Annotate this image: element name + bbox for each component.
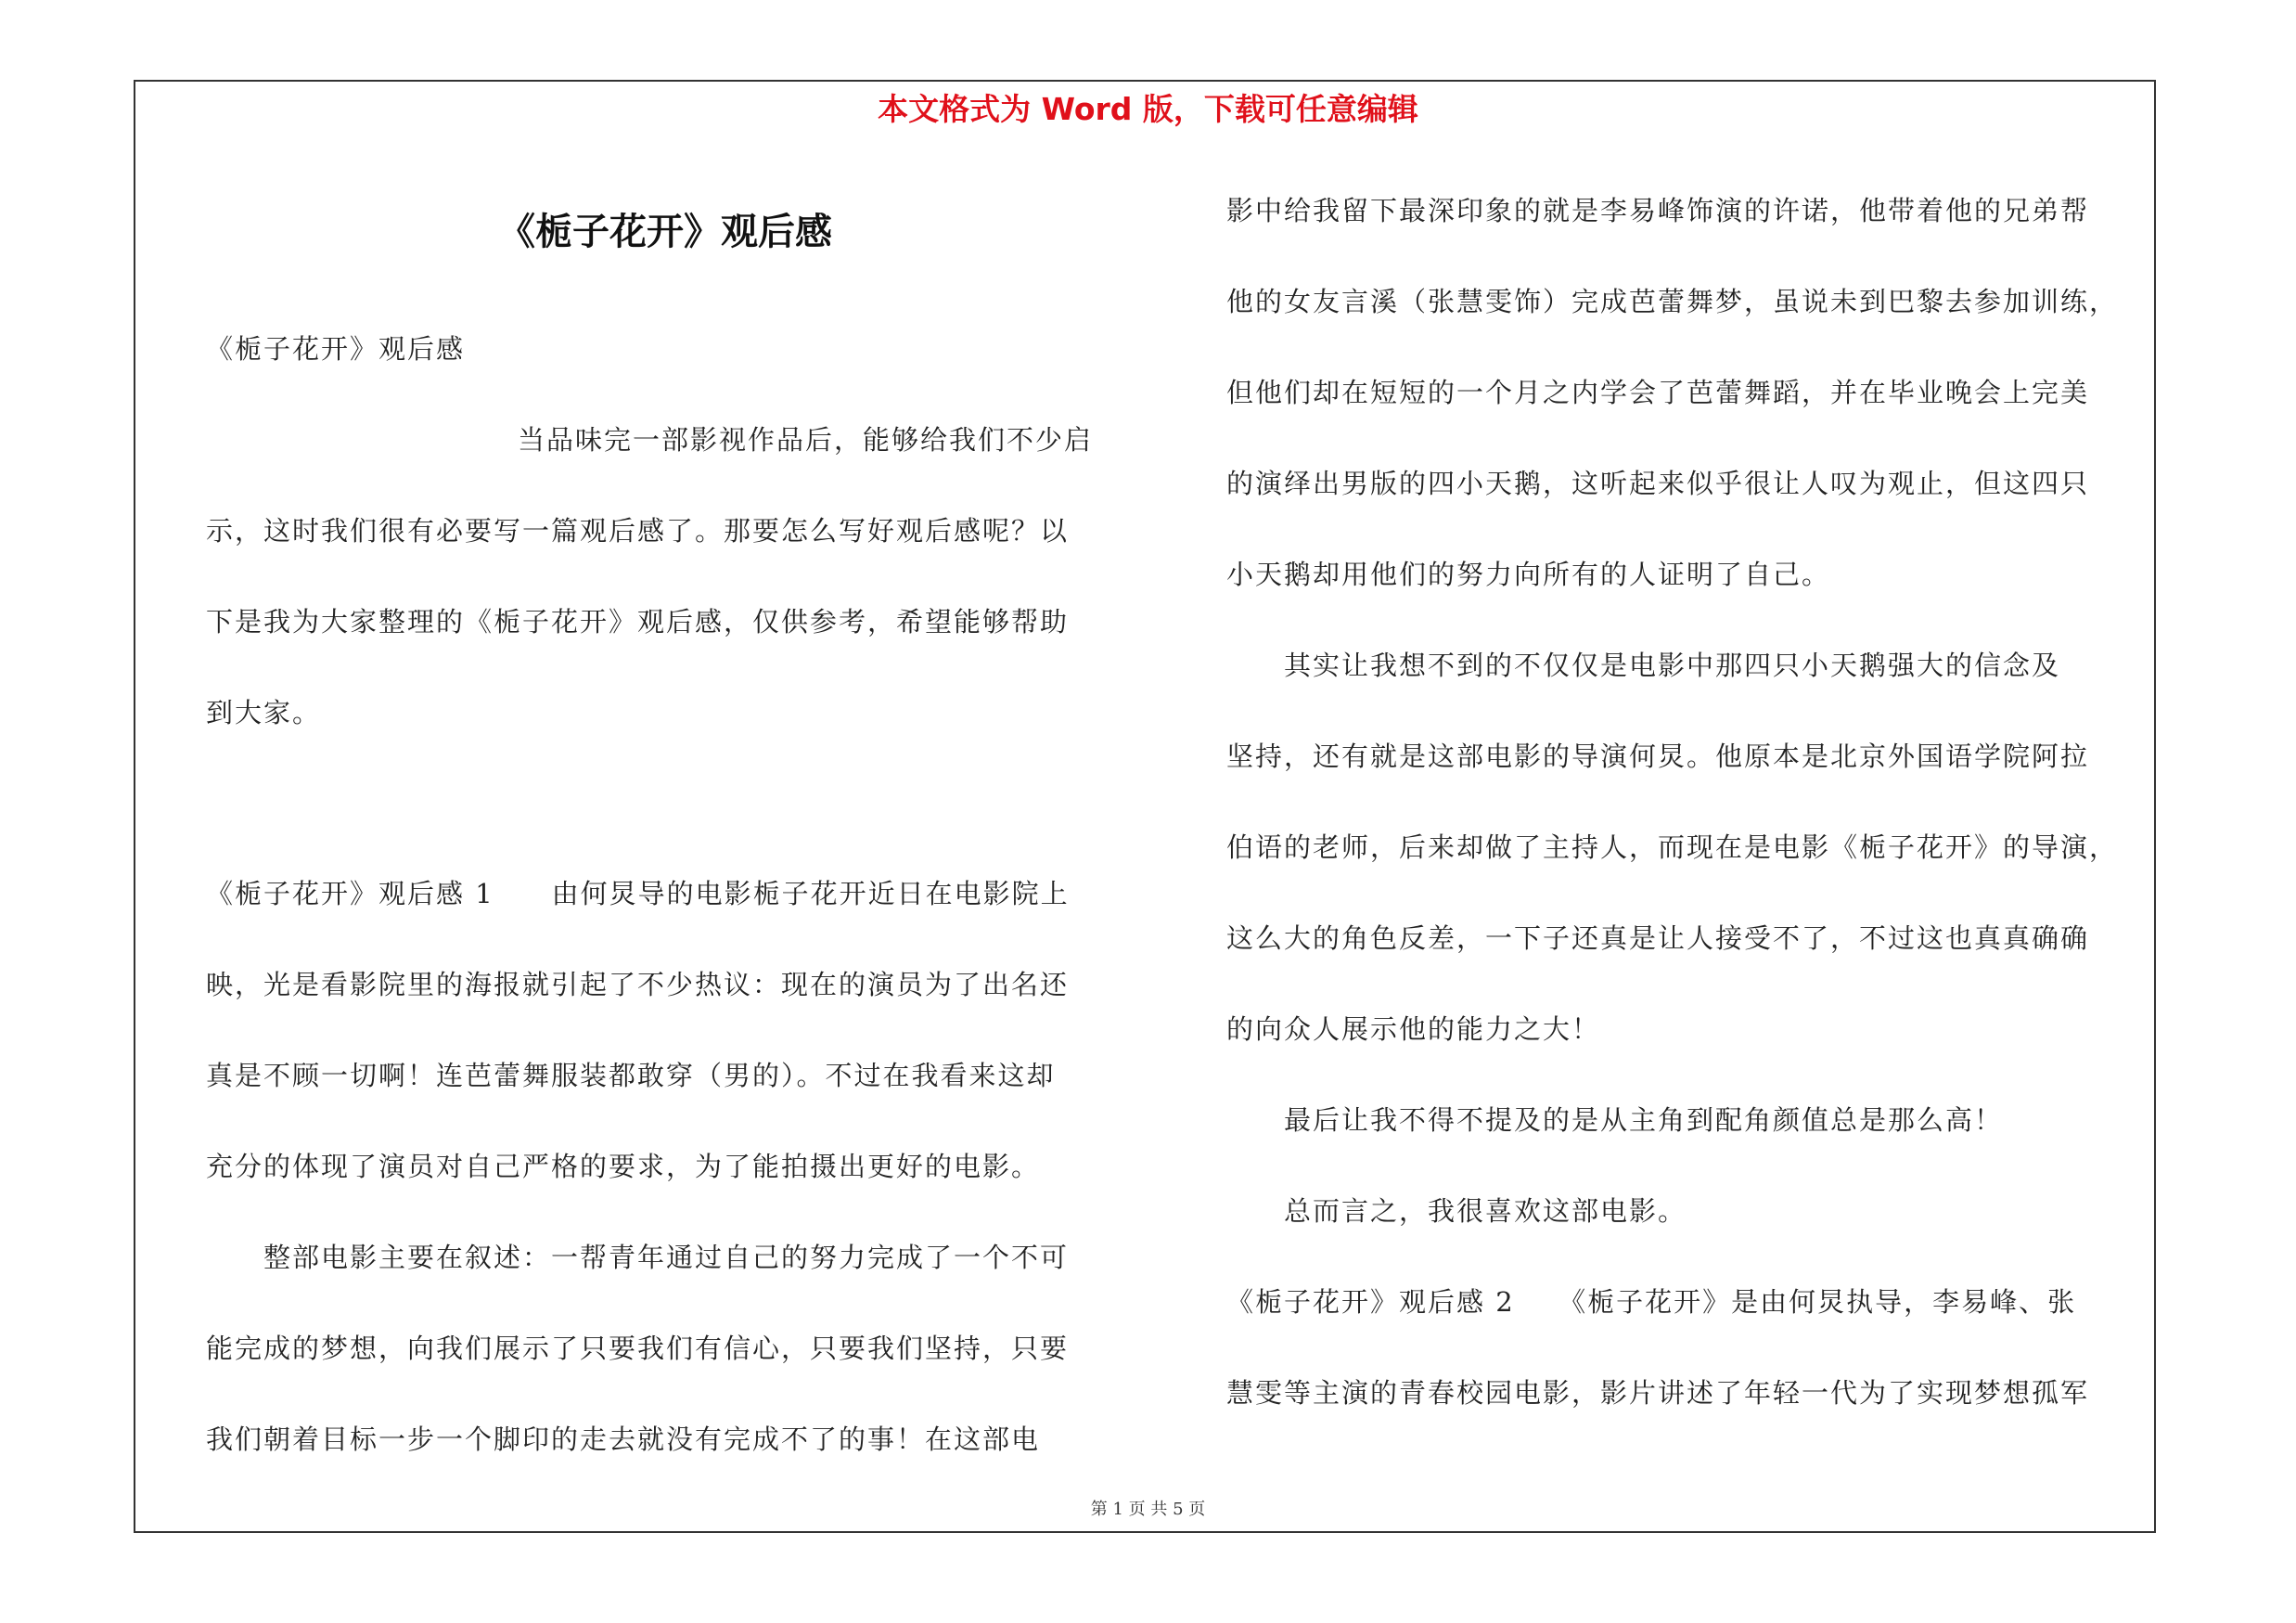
- text-line: 总而言之，我很喜欢这部电影。: [1226, 1195, 1687, 1227]
- text-line: 慧雯等主演的青春校园电影，影片讲述了年轻一代为了实现梦想孤军: [1226, 1377, 2090, 1409]
- text-line: 《栀子花开》观后感 2 《栀子花开》是由何炅执导，李易峰、张: [1226, 1286, 2077, 1318]
- text-line: 这么大的角色反差，一下子还真是让人接受不了，不过这也真真确确: [1226, 922, 2090, 954]
- text-line: 《栀子花开》观后感: [206, 333, 466, 365]
- text-line: 坚持，还有就是这部电影的导演何炅。他原本是北京外国语学院阿拉: [1226, 741, 2090, 772]
- text-line: 小天鹅却用他们的努力向所有的人证明了自己。: [1226, 559, 1831, 590]
- document-title: 《栀子花开》观后感: [498, 210, 832, 253]
- text-line: 的演绎出男版的四小天鹅，这听起来似乎很让人叹为观止，但这四只: [1226, 468, 2090, 499]
- text-line: 其实让我想不到的不仅仅是电影中那四只小天鹅强大的信念及: [1226, 650, 2061, 681]
- text-line: 我们朝着目标一步一个脚印的走去就没有完成不了的事！在这部电: [206, 1423, 1041, 1455]
- text-line: 他的女友言溪（张慧雯饰）完成芭蕾舞梦，虽说未到巴黎去参加训练，: [1226, 286, 2119, 317]
- text-line: 影中给我留下最深印象的就是李易峰饰演的许诺，他带着他的兄弟帮: [1226, 195, 2090, 226]
- text-line: 映，光是看影院里的海报就引起了不少热议：现在的演员为了出名还: [206, 969, 1070, 1000]
- text-line: 整部电影主要在叙述：一帮青年通过自己的努力完成了一个不可: [206, 1242, 1070, 1273]
- text-line: 充分的体现了演员对自己严格的要求，为了能拍摄出更好的电影。: [206, 1151, 1041, 1182]
- format-notice-banner: 本文格式为 Word 版，下载可任意编辑: [878, 91, 1418, 127]
- text-line: 《栀子花开》观后感 1 由何炅导的电影栀子花开近日在电影院上: [206, 878, 1070, 909]
- text-line: 的向众人展示他的能力之大！: [1226, 1013, 1601, 1045]
- text-line: 到大家。: [206, 697, 322, 728]
- text-line: 下是我为大家整理的《栀子花开》观后感，仅供参考，希望能够帮助: [206, 606, 1070, 638]
- text-line: 但他们却在短短的一个月之内学会了芭蕾舞蹈，并在毕业晚会上完美: [1226, 377, 2090, 408]
- page-number-footer: 第 1 页 共 5 页: [1090, 1500, 1206, 1519]
- text-line: 示，这时我们很有必要写一篇观后感了。那要怎么写好观后感呢？以: [206, 515, 1070, 547]
- text-line: 伯语的老师，后来却做了主持人，而现在是电影《栀子花开》的导演，: [1226, 831, 2119, 863]
- text-line: 真是不顾一切啊！连芭蕾舞服装都敢穿（男的）。不过在我看来这却: [206, 1060, 1056, 1091]
- text-line: 能完成的梦想，向我们展示了只要我们有信心，只要我们坚持，只要: [206, 1333, 1070, 1364]
- text-line: 当品味完一部影视作品后，能够给我们不少启: [518, 424, 1094, 456]
- text-line: 最后让我不得不提及的是从主角到配角颜值总是那么高！: [1226, 1104, 2004, 1136]
